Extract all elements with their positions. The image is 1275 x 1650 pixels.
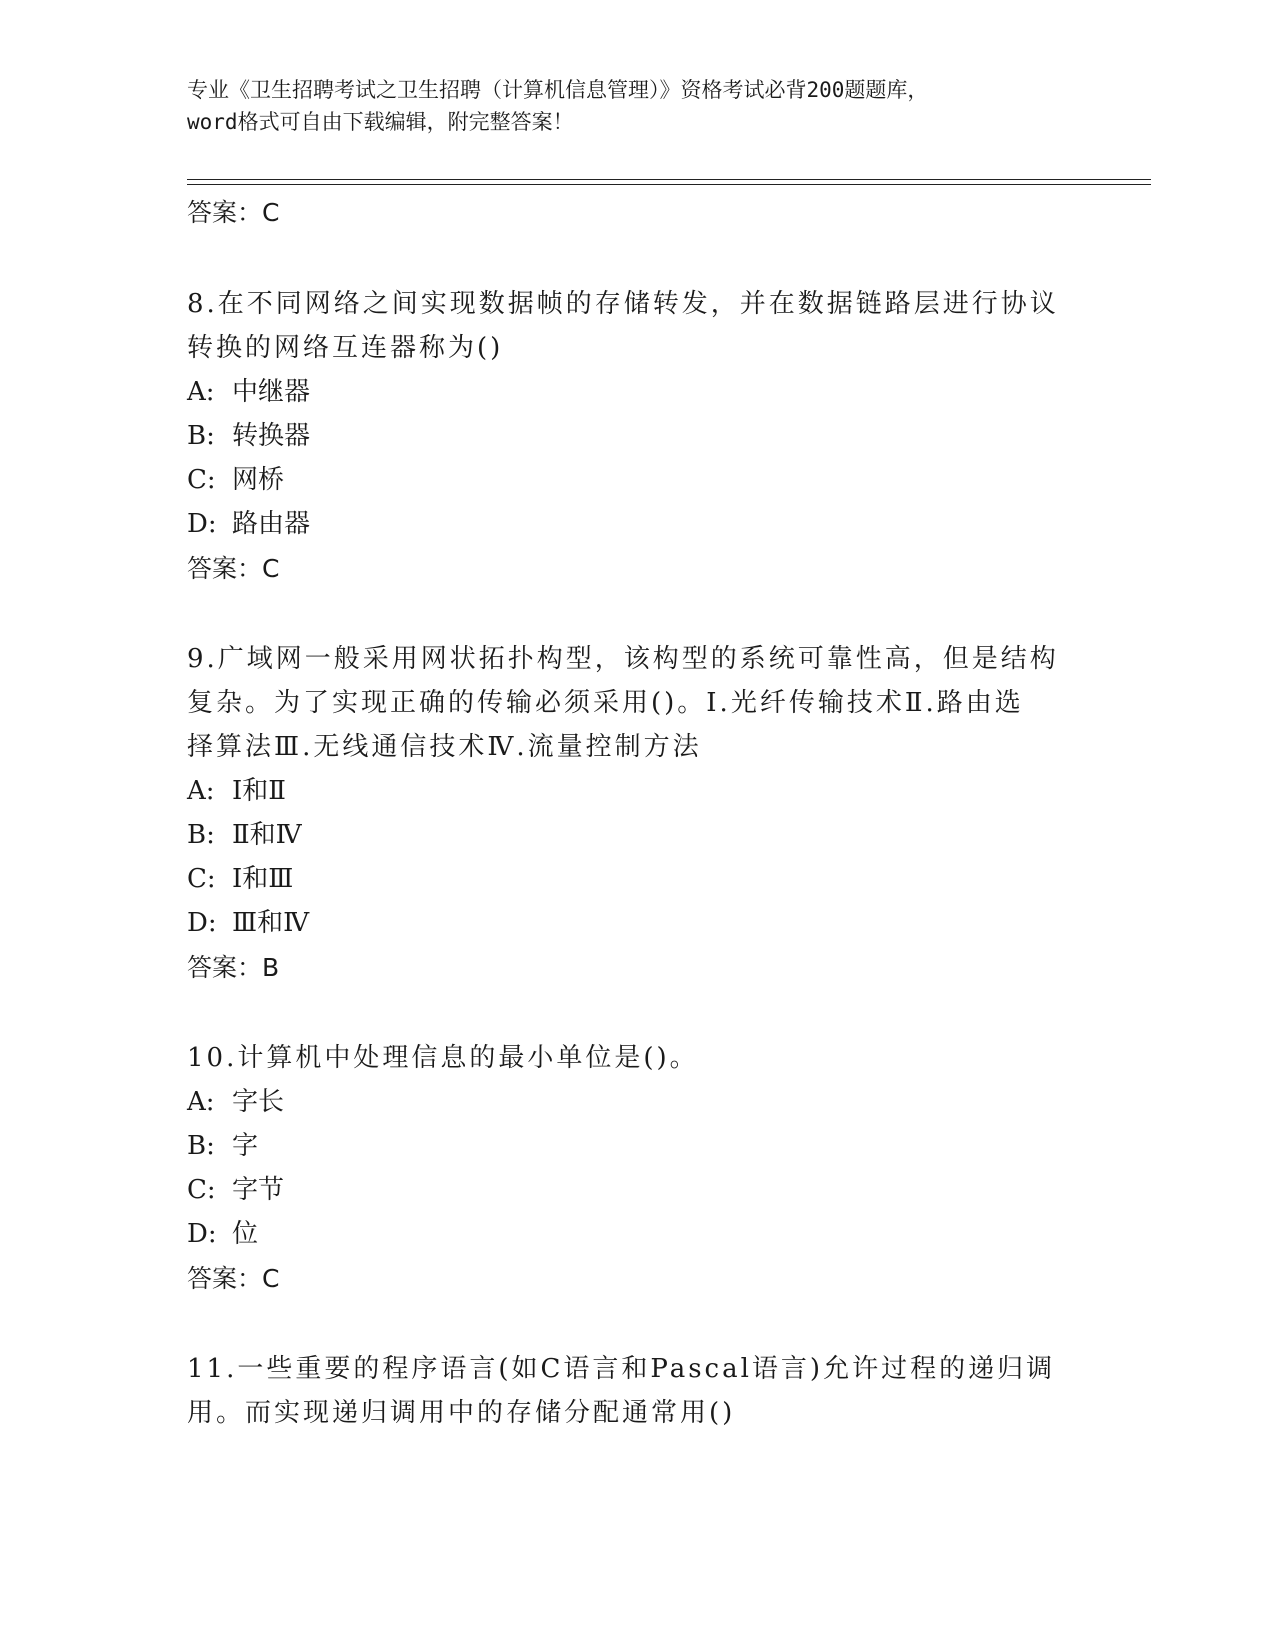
header-divider-top [187, 179, 1151, 180]
option-text: 字 [232, 1131, 259, 1161]
option-d [187, 1213, 258, 1250]
option-text: Ⅰ和Ⅲ [232, 864, 294, 894]
option-b [187, 1125, 258, 1162]
option-text: 字长 [232, 1087, 285, 1117]
option-b [187, 814, 302, 851]
header-line-1: 专业《卫生招聘考试之卫生招聘（计算机信息管理）》资格考试必背200题题库， [187, 78, 929, 102]
option-text: Ⅲ和Ⅳ [232, 908, 310, 938]
option-a [187, 1081, 284, 1118]
answer-line: 答案：C [187, 198, 280, 227]
question-text: 11.一些重要的程序语言(如C语言和Pascal语言)允许过程的递归调 [187, 1354, 1056, 1384]
answer-line: 答案：C [187, 554, 280, 583]
question-text: 10.计算机中处理信息的最小单位是()。 [187, 1043, 699, 1073]
option-d [187, 503, 310, 540]
option-key: A: [187, 1087, 215, 1117]
option-key: C: [187, 465, 216, 495]
option-text: 转换器 [232, 421, 311, 451]
answer-line: 答案：C [187, 1264, 280, 1293]
question-text: 用。而实现递归调用中的存储分配通常用() [187, 1398, 736, 1428]
option-text: 网桥 [232, 465, 285, 495]
option-key: C: [187, 864, 216, 894]
option-text: Ⅱ和Ⅳ [232, 820, 302, 850]
question-text: 复杂。为了实现正确的传输必须采用()。Ⅰ.光纤传输技术Ⅱ.路由选 [187, 688, 1024, 718]
option-text: 中继器 [232, 377, 311, 407]
option-a [187, 371, 310, 408]
header-line-2: word格式可自由下载编辑，附完整答案！ [187, 110, 574, 134]
question-text: 8.在不同网络之间实现数据帧的存储转发，并在数据链路层进行协议 [187, 289, 1059, 319]
option-key: A: [187, 776, 215, 806]
option-key: B: [187, 820, 215, 850]
question-text: 9.广域网一般采用网状拓扑构型，该构型的系统可靠性高，但是结构 [187, 644, 1059, 674]
document-header [187, 74, 1087, 138]
option-text: 路由器 [232, 509, 311, 539]
option-c [187, 858, 293, 895]
option-key: D: [187, 509, 217, 539]
question-text: 择算法Ⅲ.无线通信技术Ⅳ.流量控制方法 [187, 732, 702, 762]
option-c [187, 459, 284, 496]
option-key: D: [187, 908, 217, 938]
option-key: B: [187, 421, 215, 451]
option-key: A: [187, 377, 215, 407]
option-key: B: [187, 1131, 215, 1161]
option-text: 位 [232, 1219, 259, 1249]
option-text: Ⅰ和Ⅱ [232, 776, 286, 806]
option-b [187, 415, 310, 452]
option-key: D: [187, 1219, 217, 1249]
option-d [187, 902, 309, 939]
option-key: C: [187, 1175, 216, 1205]
option-c [187, 1169, 284, 1206]
answer-line: 答案：B [187, 953, 280, 982]
question-text: 转换的网络互连器称为() [187, 333, 504, 363]
header-divider-bottom [187, 184, 1151, 185]
option-text: 字节 [232, 1175, 285, 1205]
option-a [187, 770, 286, 807]
